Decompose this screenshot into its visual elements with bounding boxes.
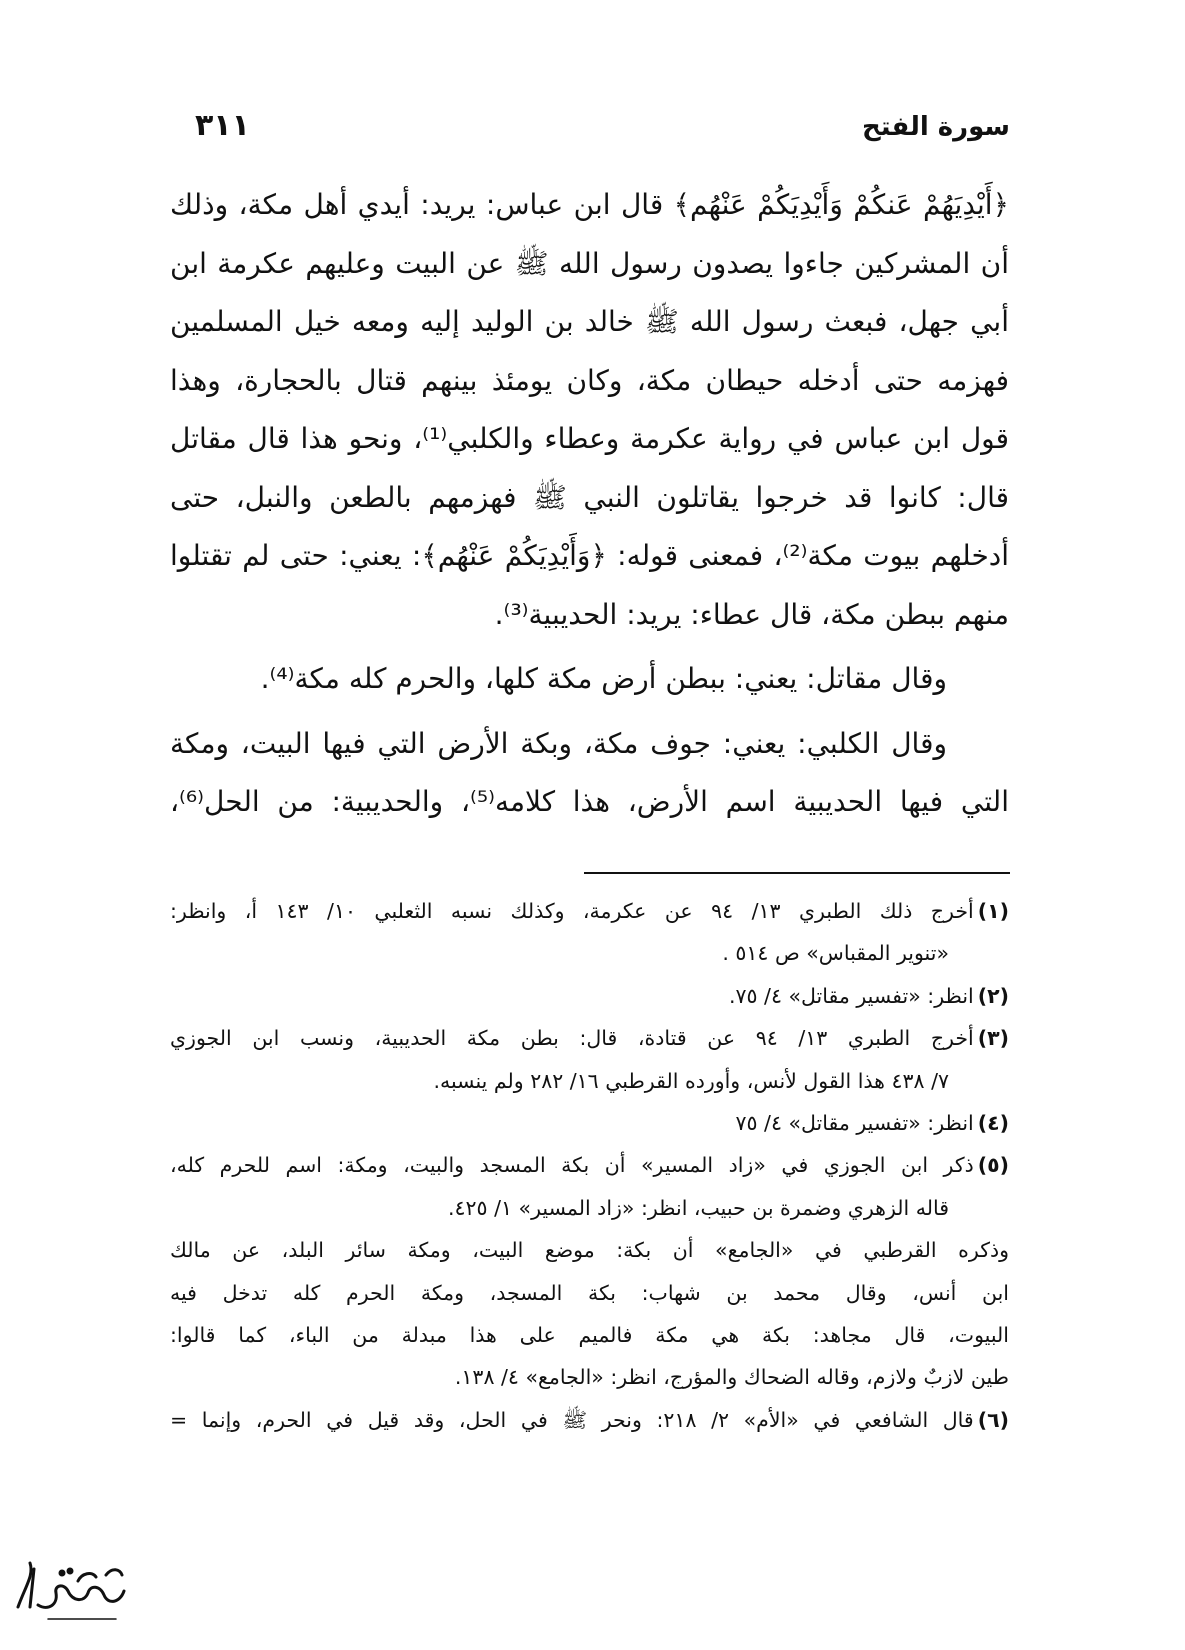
body-line: منهم ببطن مكة، قال عطاء: يريد: الحديبية⁽³⁾.: [494, 597, 1009, 631]
body-line: فهزمه حتى أدخله حيطان مكة، وكان يومئذ بينهم قتال بالحجارة، وهذا: [170, 363, 1009, 397]
footnote-text: قاله الزهري وضمرة بن حبيب، انظر: «زاد المسير» ١/ ٤٢٥.: [448, 1195, 949, 1220]
footnote-text: البيوت، قال مجاهد: بكة هي مكة فالميم على هذا مبدلة من الباء، كما قالوا:: [170, 1323, 1009, 1348]
body-line: أدخلهم بيوت مكة⁽²⁾، فمعنى قوله: ﴿وَأَيْدِيَكُمْ عَنْهُم﴾: يعني: حتى لم تقتلوا: [170, 539, 1009, 572]
footnote-number: (٢): [977, 983, 1009, 1008]
footnote-5-continued: [170, 1229, 1009, 1399]
footnotes: [170, 890, 1009, 1441]
footnote-5: [170, 1144, 1009, 1229]
footnote-6: [170, 1399, 1009, 1441]
body-line: وقال الكلبي: يعني: جوف مكة، وبكة الأرض التي فيها البيت، ومكة: [170, 726, 947, 760]
footnote-number: (٤): [977, 1111, 1009, 1136]
footnote-text: انظر: «تفسير مقاتل» ٤/ ٧٥.: [728, 983, 974, 1008]
footnote-text: ذكر ابن الجوزي في «زاد المسير» أن بكة المسجد والبيت، ومكة: اسم للحرم كله،: [170, 1153, 974, 1178]
surah-title: سورة الفتح: [862, 112, 1010, 142]
body-line: قول ابن عباس في رواية عكرمة وعطاء والكلبي⁽¹⁾، ونحو هذا قال مقاتل: [170, 422, 1010, 455]
body-line: ﴿أَيْدِيَهُمْ عَنكُمْ وَأَيْدِيَكُمْ عَنْهُم﴾ قال ابن عباس: يريد: أيدي أهل مكة، وذلك: [170, 188, 1009, 221]
footnote-text: أخرج الطبري ١٣/ ٩٤ عن قتادة، قال: بطن مكة الحديبية، ونسب ابن الجوزي: [170, 1026, 974, 1051]
body-line: قال: كانوا قد خرجوا يقاتلون النبي ﷺ فهزمهم بالطعن والنبل، حتى: [170, 480, 1009, 514]
body-line: أبي جهل، فبعث رسول الله ﷺ خالد بن الوليد إليه ومعه خيل المسلمين: [170, 305, 1009, 338]
footnote-4: [170, 1102, 1009, 1144]
footnote-text: وذكره القرطبي في «الجامع» أن بكة: موضع البيت، ومكة سائر البلد، عن مالك: [170, 1238, 1009, 1263]
page-number: ٣١١: [195, 108, 250, 143]
footnote-text: ابن أنس، وقال محمد بن شهاب: بكة المسجد، ومكة الحرم كله تدخل فيه: [170, 1280, 1009, 1305]
footnote-number: (١): [977, 899, 1009, 923]
footnote-text: قال الشافعي في «الأم» ٢/ ٢١٨: ونحر ﷺ في الحل، وقد قيل في الحرم، وإنما =: [170, 1407, 974, 1432]
body-line: التي فيها الحديبية اسم الأرض، هذا كلامه⁽⁵⁾، والحديبية: من الحل⁽⁶⁾،: [170, 785, 1009, 818]
footnote-divider: [584, 872, 1010, 874]
footnote-number: (٥): [977, 1153, 1009, 1178]
page-header: [195, 108, 1010, 152]
footnote-text: ٧/ ٤٣٨ هذا القول لأنس، وأورده القرطبي ١٦/ ٢٨٢ ولم ينسبه.: [433, 1068, 949, 1093]
footnote-3: [170, 1017, 1009, 1102]
footnote-1: [170, 890, 1009, 975]
footnote-number: (٣): [977, 1026, 1010, 1051]
footnote-2: [170, 975, 1009, 1017]
footnote-text: انظر: «تفسير مقاتل» ٤/ ٧٥: [735, 1111, 974, 1136]
footnote-text: «تنوير المقباس» ص ٥١٤ .: [722, 941, 949, 966]
footnote-text: طين لازبٌ ولازم، وقاله الضحاك والمؤرج، انظر: «الجامع» ٤/ ١٣٨.: [454, 1365, 1009, 1390]
publisher-calligraphy-logo: [8, 1545, 133, 1635]
body-line: أن المشركين جاءوا يصدون رسول الله ﷺ عن البيت وعليهم عكرمة ابن: [170, 246, 1009, 280]
footnote-text: أخرج ذلك الطبري ١٣/ ٩٤ عن عكرمة، وكذلك نسبه الثعلبي ١٠/ ١٤٣ أ، وانظر:: [170, 899, 974, 923]
footnote-number: (٦): [977, 1407, 1009, 1432]
main-text: [170, 176, 1009, 832]
body-line: وقال مقاتل: يعني: ببطن أرض مكة كلها، والحرم كله مكة⁽⁴⁾.: [260, 662, 947, 695]
